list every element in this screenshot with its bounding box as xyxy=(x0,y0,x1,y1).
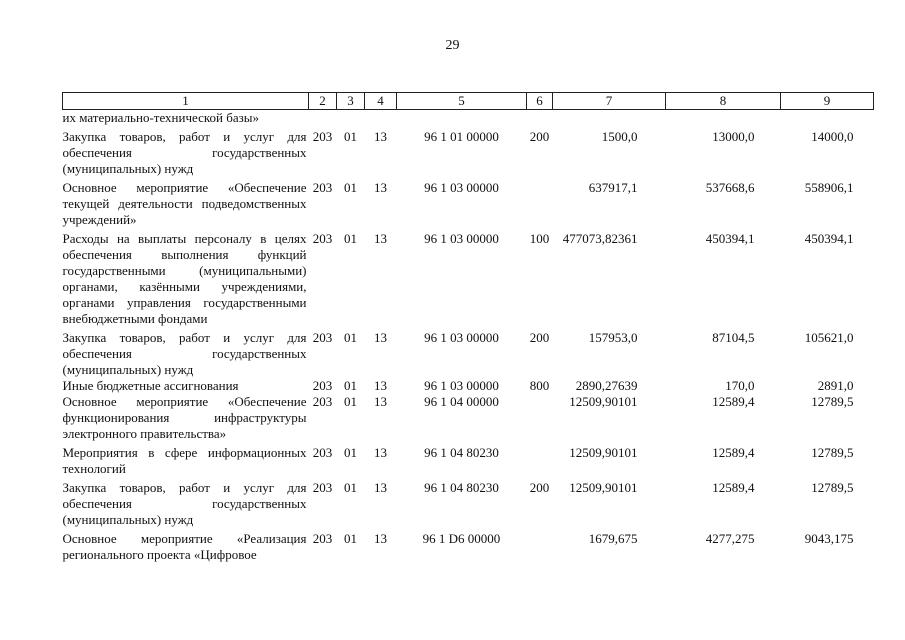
table-row xyxy=(63,528,874,563)
row-target-article: 96 1 D6 00000 xyxy=(422,531,501,546)
header-col-6: 6 xyxy=(527,93,553,110)
row-expense-type xyxy=(527,394,553,442)
row-name: Основное мероприятие «Обеспечение текущей деятельности подведомственных учреждений» xyxy=(62,180,307,227)
row-subsection: 13 xyxy=(374,531,387,546)
row-amount-col8 xyxy=(666,110,781,127)
table-row xyxy=(63,177,874,228)
row-amount-col7: 12509,90101 xyxy=(569,394,638,409)
row-name: Основное мероприятие «Обеспечение функционирования инфраструктуры электронного правительства» xyxy=(62,394,307,441)
row-section: 01 xyxy=(344,531,357,546)
row-section: 01 xyxy=(344,180,357,195)
row-amount-col7: 477073,82361 xyxy=(562,231,638,246)
row-ministry-code: 203 xyxy=(312,480,333,495)
row-amount-col8: 12589,4 xyxy=(712,394,755,409)
row-amount-col9: 12789,5 xyxy=(811,394,854,409)
row-expense-type: 200 xyxy=(529,480,550,495)
row-subsection: 13 xyxy=(374,330,387,345)
row-expense-type xyxy=(527,177,553,228)
row-amount-col9: 12789,5 xyxy=(811,445,854,460)
row-name: их материально-технической базы» xyxy=(62,110,259,125)
row-amount-col7: 12509,90101 xyxy=(569,445,638,460)
header-col-1: 1 xyxy=(63,93,309,110)
row-section: 01 xyxy=(344,330,357,345)
table-row xyxy=(63,327,874,378)
row-subsection xyxy=(365,110,397,127)
row-target-article: 96 1 04 80230 xyxy=(424,445,499,460)
header-col-7: 7 xyxy=(553,93,666,110)
row-target-article xyxy=(397,110,527,127)
row-amount-col9 xyxy=(781,110,874,127)
page-number: 29 xyxy=(445,38,460,53)
header-col-2: 2 xyxy=(309,93,337,110)
row-amount-col8: 13000,0 xyxy=(712,129,755,144)
row-ministry-code: 203 xyxy=(312,330,333,345)
row-expense-type: 100 xyxy=(529,231,550,246)
budget-table-wrapper xyxy=(62,92,874,563)
row-subsection: 13 xyxy=(374,231,387,246)
budget-table xyxy=(62,92,874,563)
row-subsection: 13 xyxy=(374,180,387,195)
row-amount-col7: 12509,90101 xyxy=(569,480,638,495)
row-amount-col9: 12789,5 xyxy=(811,480,854,495)
row-amount-col9: 450394,1 xyxy=(804,231,854,246)
header-col-8: 8 xyxy=(666,93,781,110)
row-target-article: 96 1 04 00000 xyxy=(424,394,499,409)
row-section: 01 xyxy=(344,231,357,246)
row-amount-col7: 157953,0 xyxy=(588,330,638,345)
row-ministry-code: 203 xyxy=(312,378,333,393)
row-ministry-code: 203 xyxy=(312,129,333,144)
row-amount-col7 xyxy=(553,110,666,127)
table-row xyxy=(63,394,874,442)
row-name: Мероприятия в сфере информационных технологий xyxy=(62,445,307,476)
row-amount-col8: 12589,4 xyxy=(712,480,755,495)
row-target-article: 96 1 03 00000 xyxy=(424,378,499,393)
row-amount-col7: 1679,675 xyxy=(588,531,638,546)
row-subsection: 13 xyxy=(374,394,387,409)
row-amount-col9: 2891,0 xyxy=(817,378,854,393)
row-name: Закупка товаров, работ и услуг для обеспечения государственных (муниципальных) нужд xyxy=(62,129,307,176)
header-col-9: 9 xyxy=(781,93,874,110)
table-body xyxy=(63,110,874,564)
row-ministry-code xyxy=(309,110,337,127)
row-expense-type: 200 xyxy=(529,330,550,345)
row-ministry-code: 203 xyxy=(312,180,333,195)
row-expense-type xyxy=(527,528,553,563)
row-amount-col7: 2890,27639 xyxy=(575,378,638,393)
table-header xyxy=(63,93,874,110)
row-section: 01 xyxy=(344,480,357,495)
row-section: 01 xyxy=(344,394,357,409)
row-subsection: 13 xyxy=(374,129,387,144)
row-amount-col9: 105621,0 xyxy=(804,330,854,345)
row-expense-type xyxy=(527,442,553,477)
row-amount-col9: 558906,1 xyxy=(804,180,854,195)
table-row xyxy=(63,126,874,177)
table-row xyxy=(63,477,874,528)
table-row xyxy=(63,228,874,327)
row-section xyxy=(337,110,365,127)
row-target-article: 96 1 03 00000 xyxy=(424,231,499,246)
table-row xyxy=(63,110,874,127)
row-ministry-code: 203 xyxy=(312,394,333,409)
row-expense-type: 800 xyxy=(529,378,550,393)
row-subsection: 13 xyxy=(374,378,387,393)
row-expense-type: 200 xyxy=(529,129,550,144)
row-target-article: 96 1 04 80230 xyxy=(424,480,499,495)
row-section: 01 xyxy=(344,129,357,144)
row-subsection: 13 xyxy=(374,445,387,460)
row-ministry-code: 203 xyxy=(312,231,333,246)
row-name: Закупка товаров, работ и услуг для обеспечения государственных (муниципальных) нужд xyxy=(62,480,307,527)
row-name: Расходы на выплаты персоналу в целях обеспечения выполнения функций государственными (муниципальными) органами, казёнными учреждениями, органами управления государственными внебюджетными фондами xyxy=(62,231,307,326)
row-target-article: 96 1 01 00000 xyxy=(424,129,499,144)
row-section: 01 xyxy=(344,378,357,393)
row-expense-type xyxy=(527,110,553,127)
row-amount-col9: 14000,0 xyxy=(811,129,854,144)
header-col-4: 4 xyxy=(365,93,397,110)
row-subsection: 13 xyxy=(374,480,387,495)
row-name: Иные бюджетные ассигнования xyxy=(62,378,239,393)
row-ministry-code: 203 xyxy=(312,445,333,460)
row-amount-col8: 4277,275 xyxy=(705,531,755,546)
row-name: Основное мероприятие «Реализация регионального проекта «Цифровое xyxy=(62,531,307,562)
row-amount-col8: 537668,6 xyxy=(705,180,755,195)
row-section: 01 xyxy=(344,445,357,460)
row-target-article: 96 1 03 00000 xyxy=(424,330,499,345)
row-amount-col8: 450394,1 xyxy=(705,231,755,246)
row-amount-col8: 87104,5 xyxy=(712,330,755,345)
row-name: Закупка товаров, работ и услуг для обеспечения государственных (муниципальных) нужд xyxy=(62,330,307,377)
row-amount-col9: 9043,175 xyxy=(804,531,854,546)
header-col-3: 3 xyxy=(337,93,365,110)
row-amount-col7: 637917,1 xyxy=(588,180,638,195)
row-ministry-code: 203 xyxy=(312,531,333,546)
row-amount-col7: 1500,0 xyxy=(601,129,638,144)
row-target-article: 96 1 03 00000 xyxy=(424,180,499,195)
table-row xyxy=(63,442,874,477)
row-amount-col8: 170,0 xyxy=(725,378,755,393)
table-row xyxy=(63,378,874,394)
row-amount-col8: 12589,4 xyxy=(712,445,755,460)
header-col-5: 5 xyxy=(397,93,527,110)
